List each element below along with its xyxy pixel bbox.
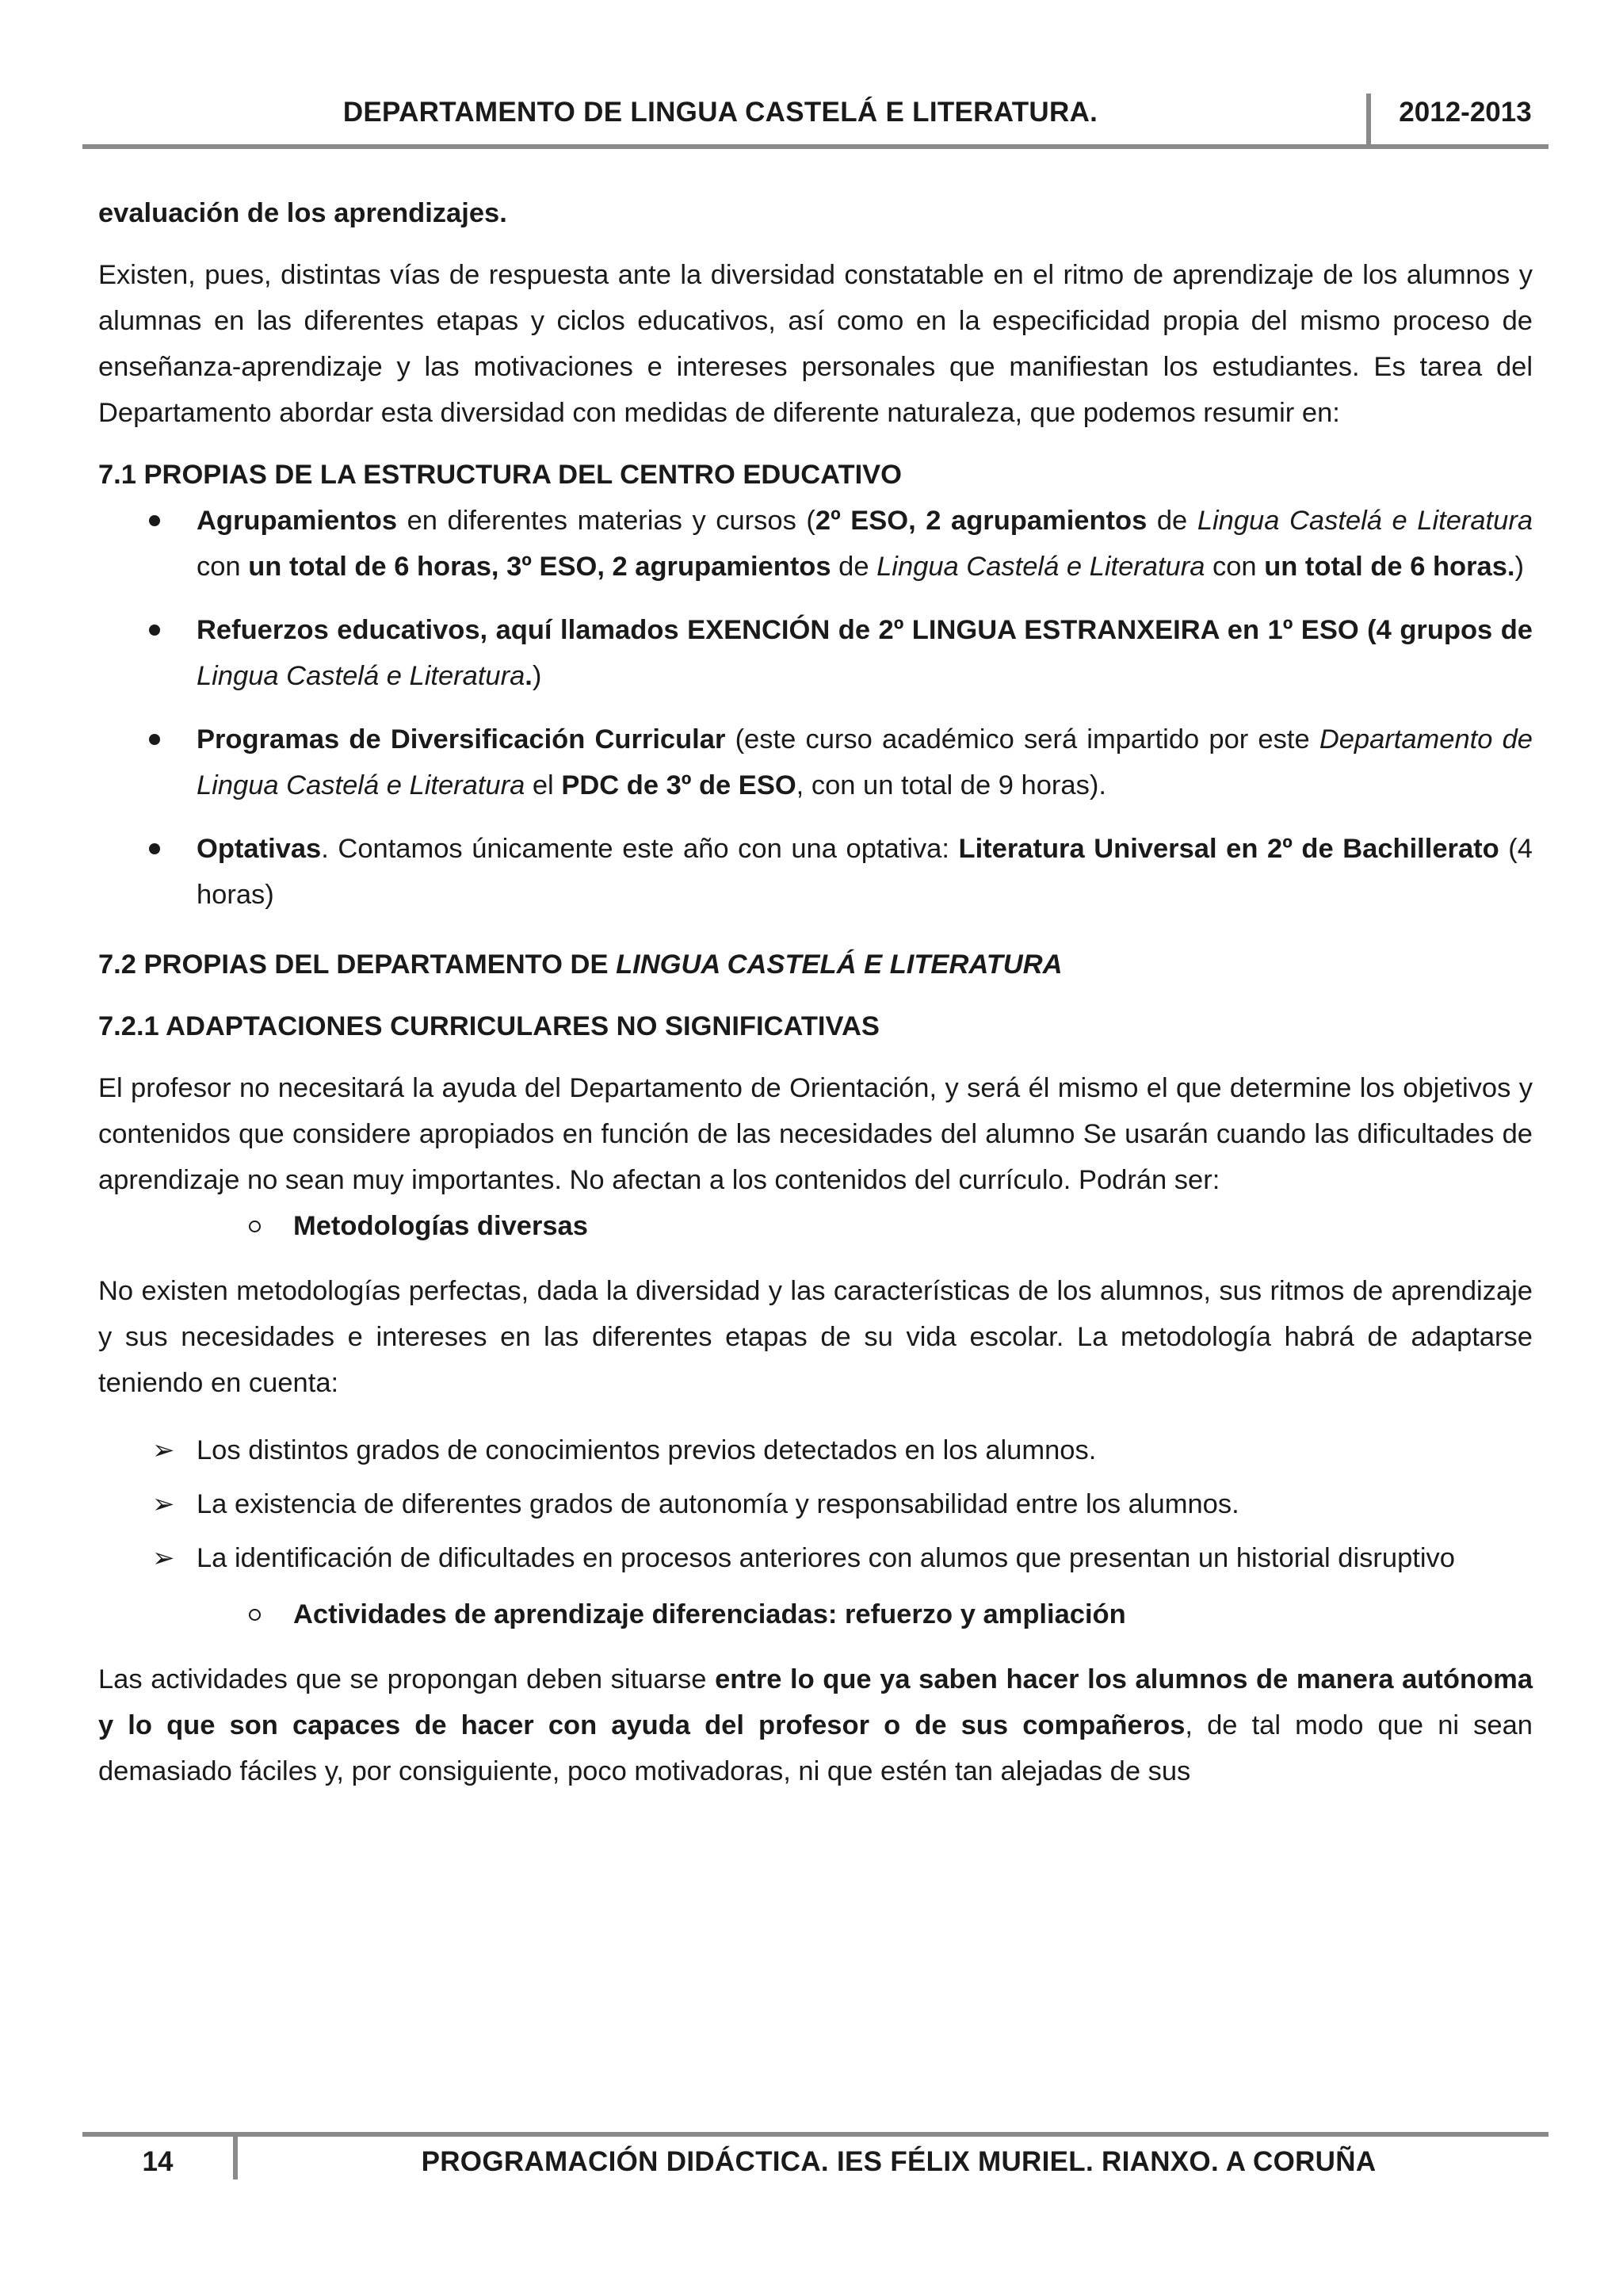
list-item-text: ) (532, 661, 542, 691)
sub-item-metodologias (98, 1203, 1533, 1249)
metodologias-paragraph: No existen metodologías perfectas, dada la diversidad y las características de los alumnos, sus ritmos de aprendizaje y sus necesidades e intereses en las diferentes etapas de su vida escolar. La metodología habrá de adaptarse teniendo en cuenta: (98, 1276, 1533, 1398)
list-item-text: en diferentes materias y cursos ( (397, 506, 815, 536)
list-item-text: ) (1514, 552, 1524, 582)
header-divider (1366, 94, 1371, 147)
section-7-2-1-heading: 7.2.1 ADAPTACIONES CURRICULARES NO SIGNIFICATIVAS (98, 1011, 880, 1041)
list-item-text: Lingua Castelá e Literatura (1197, 506, 1533, 536)
list-item-text: un total de 6 horas. (1264, 552, 1515, 582)
list-item (98, 1538, 1533, 1579)
bullet-icon (149, 625, 160, 636)
footer-rule (82, 2132, 1549, 2137)
paragraph-bold-text: entre lo que ya saben hacer los alumnos de manera autónoma y lo que son capaces de hacer con ayuda del profesor o de sus compañeros (98, 1664, 1533, 1740)
list-item-term: Refuerzos educativos, aquí llamados EXENCIÓN de 2º LINGUA ESTRANXEIRA en 1º ESO (4 grupos de (197, 615, 1533, 645)
list-item-term: Agrupamientos (197, 506, 398, 536)
list-item-text: Los distintos grados de conocimientos previos detectados en los alumnos. (197, 1435, 1097, 1465)
arrow-bullet-icon: ➢ (152, 1543, 175, 1573)
actividades-paragraph (98, 1656, 1533, 1794)
list-item-text: Literatura Universal en 2º de Bachillerato (958, 834, 1499, 864)
list-item (98, 1430, 1533, 1471)
footer-divider (233, 2132, 238, 2179)
page-footer (82, 2132, 1549, 2203)
list-item-text: 2º ESO, 2 agrupamientos (815, 506, 1148, 536)
section-7-2-heading (98, 942, 1533, 988)
list-item-text: Departamento de Lingua Castelá e Literatura (197, 724, 1533, 800)
bullet-icon (149, 734, 160, 745)
list-item-text: de (1147, 506, 1197, 536)
list-item-term: Optativas (197, 834, 322, 864)
list-item-text: . (525, 661, 533, 691)
list-item-text: Lingua Castelá e Literatura (197, 661, 525, 691)
sub-item-label: Actividades de aprendizaje diferenciadas: refuerzo y ampliación (293, 1599, 1126, 1629)
heading-text: 7.2 PROPIAS DEL DEPARTAMENTO DE (98, 949, 617, 980)
header-year: 2012-2013 (1399, 97, 1532, 128)
header-rule (82, 144, 1549, 149)
list-item-term: Programas de Diversificación Curricular (197, 724, 726, 755)
sub-item-label: Metodologías diversas (293, 1211, 588, 1241)
section-7-1-heading: 7.1 PROPIAS DE LA ESTRUCTURA DEL CENTRO EDUCATIVO (98, 460, 903, 490)
list-item (98, 716, 1533, 808)
page-body (98, 190, 1533, 1810)
list-item-text: un total de 6 horas, 3º ESO, 2 agrupamientos (248, 552, 831, 582)
list-item-text: con (1205, 552, 1265, 582)
circle-bullet-icon (249, 1221, 261, 1232)
sub-item-actividades (98, 1591, 1533, 1637)
list-item-text: PDC de 3º de ESO (561, 770, 796, 800)
intro-paragraph: Existen, pues, distintas vías de respuesta ante la diversidad constatable en el ritmo de aprendizaje de los alumnos y alumnas en las diferentes etapas y ciclos educativos, así como en la especificidad propia del mismo proceso de enseñanza-aprendizaje y las motivaciones e intereses personales que manifiestan los estudiantes. Es tarea del Departamento abordar esta diversidad con medidas de diferente naturaleza, que podemos resumir en: (98, 260, 1533, 428)
arrow-bullet-icon: ➢ (152, 1435, 175, 1465)
footer-text: PROGRAMACIÓN DIDÁCTICA. IES FÉLIX MURIEL. RIANXO. A CORUÑA (421, 2146, 1377, 2177)
arrow-bullet-icon: ➢ (152, 1489, 175, 1519)
measures-list (98, 498, 1533, 918)
list-item-text: (este curso académico será impartido por este (725, 724, 1319, 755)
list-item-text: (4 horas) (197, 834, 1533, 910)
list-item (98, 498, 1533, 590)
bullet-icon (149, 515, 160, 526)
paragraph-text: , de tal modo que ni sean demasiado fáciles y, por consiguiente, poco motivadoras, ni que estén tan alejadas de sus (98, 1710, 1533, 1786)
bullet-icon (149, 843, 160, 854)
list-item-text: el (525, 770, 562, 800)
list-item-text: de (831, 552, 877, 582)
header-title: DEPARTAMENTO DE LINGUA CASTELÁ E LITERATURA. (342, 97, 1098, 128)
list-item-text: La existencia de diferentes grados de autonomía y responsabilidad entre los alumnos. (197, 1489, 1239, 1519)
profesor-paragraph: El profesor no necesitará la ayuda del Departamento de Orientación, y será él mismo el que determine los objetivos y contenidos que considere apropiados en función de las necesidades del alumno Se usarán cuando las dificultades de aprendizaje no sean muy importantes. No afectan a los contenidos del currículo. Podrán ser: (98, 1073, 1533, 1195)
page-number: 14 (142, 2146, 174, 2177)
list-item (98, 826, 1533, 918)
heading-italic-text: LINGUA CASTELÁ E LITERATURA (616, 949, 1063, 980)
page-header (82, 94, 1549, 152)
list-item-text: , con un total de 9 horas). (796, 770, 1106, 800)
criteria-list (98, 1430, 1533, 1579)
paragraph-text: Las actividades que se propongan deben situarse (98, 1664, 716, 1694)
lead-line: evaluación de los aprendizajes. (98, 198, 507, 228)
list-item-text: La identificación de dificultades en procesos anteriores con alumos que presentan un historial disruptivo (197, 1543, 1455, 1573)
list-item-text: . Contamos únicamente este año con una optativa: (321, 834, 959, 864)
circle-bullet-icon (249, 1609, 261, 1621)
list-item (98, 607, 1533, 699)
list-item (98, 1484, 1533, 1525)
list-item-text: Lingua Castelá e Literatura (876, 552, 1205, 582)
list-item-text: con (197, 552, 249, 582)
